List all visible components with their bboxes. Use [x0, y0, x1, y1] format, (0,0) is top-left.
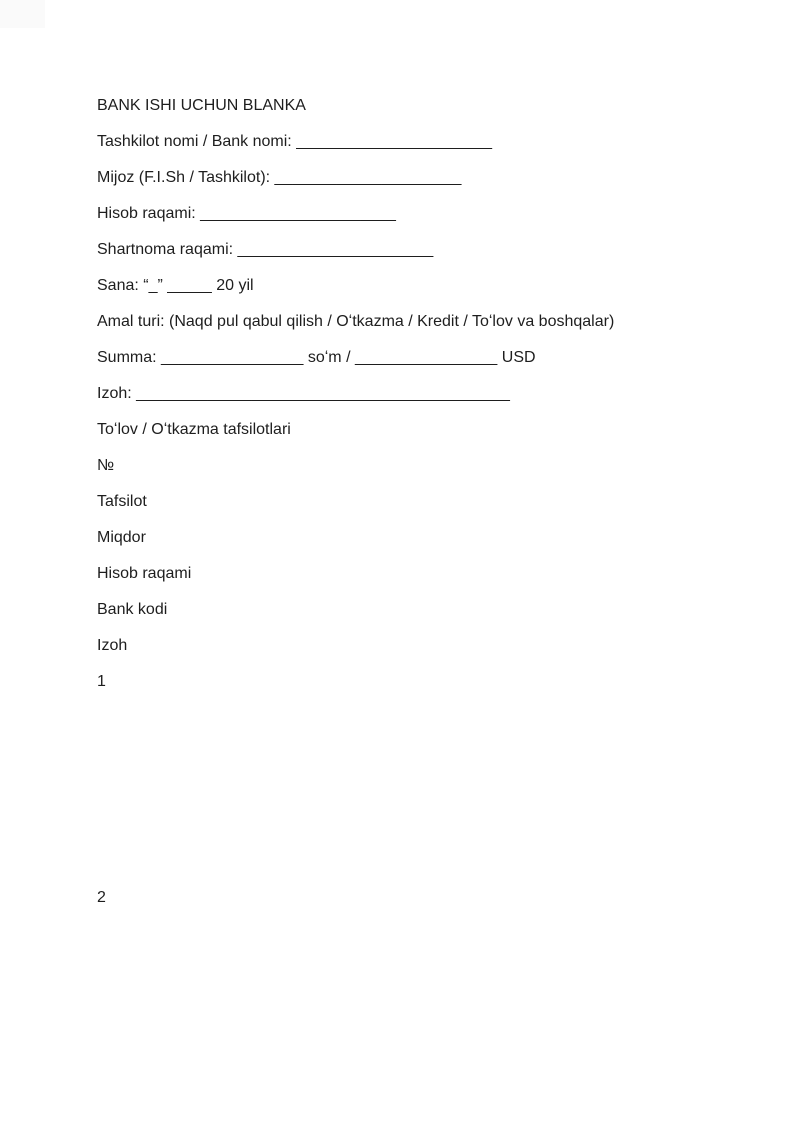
blank-gap	[97, 700, 760, 880]
field-date: Sana: “_” _____ 20 yil	[97, 277, 254, 294]
details-row-index: 1	[97, 673, 106, 690]
details-column-number: №	[97, 457, 115, 474]
field-operation-type: Amal turi: (Naqd pul qabul qilish / Oʻtkazma / Kredit / Toʻlov va boshqalar)	[97, 313, 615, 330]
details-heading: Toʻlov / Oʻtkazma tafsilotlari	[97, 421, 291, 438]
field-org-bank-name: Tashkilot nomi / Bank nomi: ______________________	[97, 133, 492, 150]
field-account-number: Hisob raqami: ______________________	[97, 205, 396, 222]
details-column-izoh: Izoh	[97, 637, 128, 654]
field-client: Mijoz (F.I.Sh / Tashkilot): _____________________	[97, 169, 462, 186]
details-column-bank-kodi: Bank kodi	[97, 601, 168, 618]
field-contract-number: Shartnoma raqami: ______________________	[97, 241, 434, 258]
details-column-tafsilot: Tafsilot	[97, 493, 147, 510]
scan-corner-artifact	[0, 0, 45, 28]
field-amount: Summa: ________________ soʻm / ________________ USD	[97, 349, 536, 366]
form-title: BANK ISHI UCHUN BLANKA	[97, 97, 306, 114]
field-note: Izoh: __________________________________________	[97, 385, 510, 402]
details-column-hisob-raqami: Hisob raqami	[97, 565, 192, 582]
form-content	[97, 88, 760, 916]
details-column-miqdor: Miqdor	[97, 529, 146, 546]
page-number: 2	[97, 889, 106, 906]
